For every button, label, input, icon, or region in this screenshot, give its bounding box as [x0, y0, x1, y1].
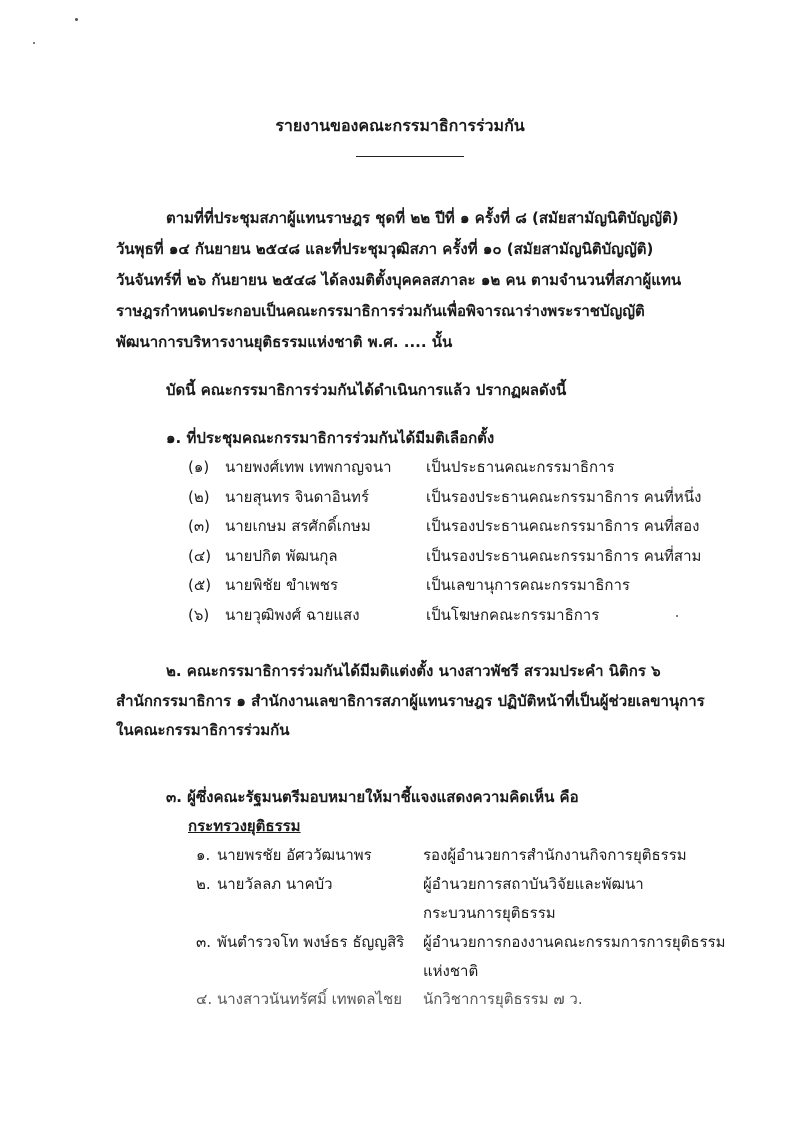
- officer-number: (๓): [188, 517, 210, 535]
- officer-number: (๖): [188, 606, 210, 624]
- officer-name: นายพงศ์เทพ เทพกาญจนา: [225, 458, 392, 476]
- representative-role-continued: แห่งชาติ: [423, 962, 479, 980]
- scan-speck: [75, 18, 78, 21]
- representative-role: ผู้อำนวยการสถาบันวิจัยและพัฒนา: [423, 875, 644, 893]
- summary-line: บัดนี้ คณะกรรมาธิการร่วมกันได้ดำเนินการแล้ว ปรากฏผลดังนี้: [166, 381, 567, 399]
- representative-number: ๔.: [196, 990, 213, 1008]
- representative-role: ผู้อำนวยการกองงานคณะกรรมการการยุติธรรม: [423, 933, 726, 951]
- officer-role: เป็นประธานคณะกรรมาธิการ: [426, 458, 615, 476]
- officer-role: เป็นรองประธานคณะกรรมาธิการ คนที่สาม: [426, 547, 702, 565]
- officer-role: เป็นเลขานุการคณะกรรมาธิการ: [426, 576, 630, 594]
- section2-line: สำนักกรรมาธิการ ๑ สำนักงานเลขาธิการสภาผู้แทนราษฎร ปฏิบัติหน้าที่เป็นผู้ช่วยเลขานุการ: [116, 692, 705, 710]
- representative-name: พันตำรวจโท พงษ์ธร ธัญญสิริ: [217, 933, 405, 951]
- officer-number: (๔): [188, 547, 212, 565]
- title-underline: [356, 156, 464, 157]
- officer-role: เป็นรองประธานคณะกรรมาธิการ คนที่สอง: [426, 517, 700, 535]
- officer-number: (๕): [188, 576, 212, 594]
- scan-speck: [33, 42, 35, 44]
- section2-line: ในคณะกรรมาธิการร่วมกัน: [116, 721, 290, 739]
- representative-name: นางสาวนันทรัศมิ์ เทพดลไชย: [217, 990, 402, 1008]
- intro-line: ตามที่ที่ประชุมสภาผู้แทนราษฎร ชุดที่ ๒๒ ปีที่ ๑ ครั้งที่ ๘ (สมัยสามัญนิติบัญญัติ): [166, 209, 679, 227]
- section2-line: ๒. คณะกรรมาธิการร่วมกันได้มีมติแต่งตั้ง นางสาวพัชรี สรวมประคำ นิติกร ๖: [166, 662, 661, 680]
- intro-line: วันพุธที่ ๑๔ กันยายน ๒๕๔๘ และที่ประชุมวุฒิสภา ครั้งที่ ๑๐ (สมัยสามัญนิติบัญญัติ): [116, 240, 654, 258]
- officer-name: นายสุนทร จินดาอินทร์: [225, 488, 370, 506]
- representative-name: นายวัลลภ นาคบัว: [217, 875, 333, 893]
- ministry-heading: กระทรวงยุติธรรม: [188, 817, 301, 835]
- representative-role: รองผู้อำนวยการสำนักงานกิจการยุติธรรม: [423, 846, 687, 864]
- representative-number: ๑.: [196, 846, 211, 864]
- officer-role: เป็นโฆษกคณะกรรมาธิการ: [426, 606, 600, 624]
- officer-number: (๒): [188, 488, 210, 506]
- representative-role-continued: กระบวนการยุติธรรม: [423, 904, 556, 922]
- section1-heading: ๑. ที่ประชุมคณะกรรมาธิการร่วมกันได้มีมติเลือกตั้ง: [166, 429, 495, 447]
- officer-name: นายปกิต พัฒนกุล: [225, 547, 338, 565]
- section3-heading: ๓. ผู้ซึ่งคณะรัฐมนตรีมอบหมายให้มาชี้แจงแสดงความคิดเห็น คือ: [166, 788, 579, 806]
- intro-line: พัฒนาการบริหารงานยุติธรรมแห่งชาติ พ.ศ. .... นั้น: [116, 333, 453, 351]
- officer-role: เป็นรองประธานคณะกรรมาธิการ คนที่หนึ่ง: [426, 488, 702, 506]
- representative-number: ๒.: [196, 875, 211, 893]
- officer-name: นายพิชัย ขำเพชร: [225, 576, 339, 594]
- scan-speck: [676, 615, 678, 617]
- officer-name: นายเกษม สรศักดิ์เกษม: [225, 517, 371, 535]
- officer-name: นายวุฒิพงศ์ ฉายแสง: [225, 606, 360, 624]
- intro-line: ราษฎรกำหนดประกอบเป็นคณะกรรมาธิการร่วมกันเพื่อพิจารณาร่างพระราชบัญญัติ: [116, 302, 645, 320]
- intro-paragraph: [116, 203, 716, 358]
- representative-name: นายพรชัย อัศววัฒนาพร: [217, 846, 372, 864]
- officer-number: (๑): [188, 458, 210, 476]
- intro-line: วันจันทร์ที่ ๒๖ กันยายน ๒๕๔๘ ได้ลงมติตั้งบุคคลสภาละ ๑๒ คน ตามจำนวนที่สภาผู้แทน: [116, 271, 682, 289]
- document-title: รายงานของคณะกรรมาธิการร่วมกัน: [275, 116, 525, 135]
- representative-number: ๓.: [196, 933, 212, 951]
- representative-role: นักวิชาการยุติธรรม ๗ ว.: [423, 990, 583, 1008]
